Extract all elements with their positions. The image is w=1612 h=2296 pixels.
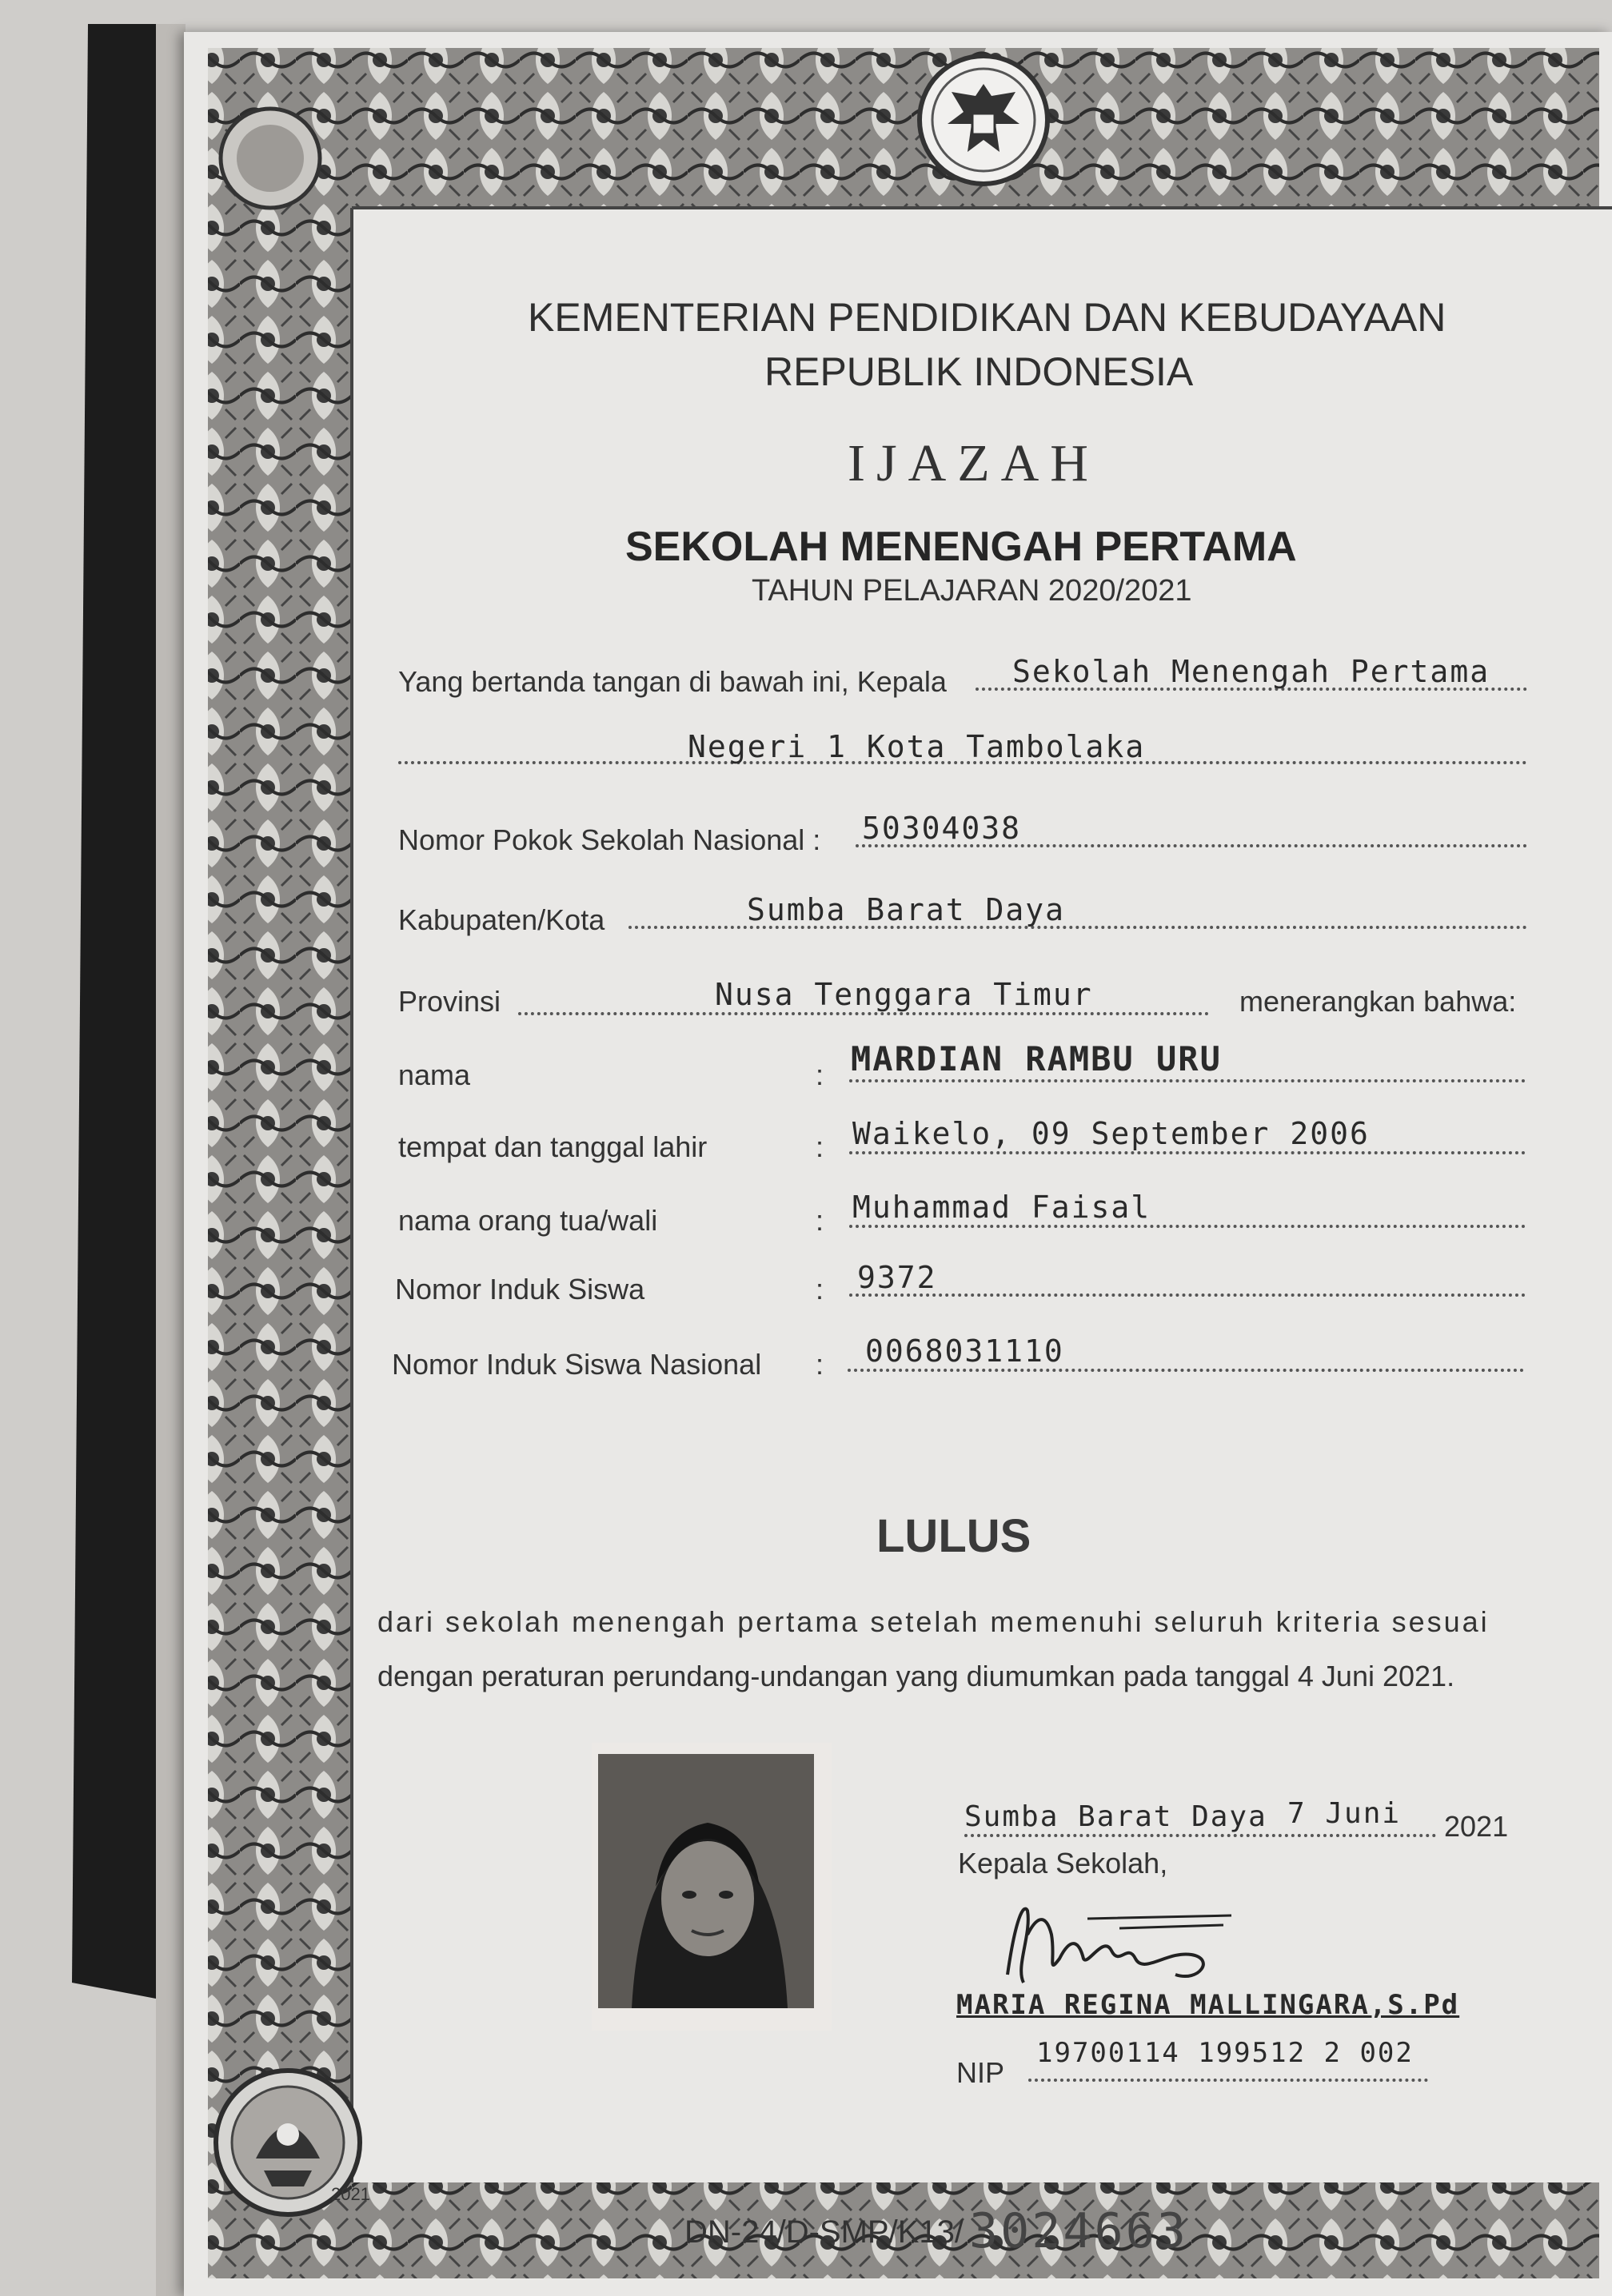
headmaster-name: MARIA REGINA MALLINGARA,S.Pd	[956, 1989, 1460, 2021]
intro-label: Yang bertanda tangan di bawah ini, Kepala	[398, 665, 947, 698]
nisn-dots	[848, 1369, 1524, 1372]
parent-label: nama orang tua/wali	[398, 1204, 658, 1237]
result-line2: dengan peraturan perundang-undangan yang diumumkan pada tanggal 4 Juni 2021.	[377, 1660, 1455, 1692]
nisn-colon: :	[816, 1348, 824, 1381]
signature-place: Sumba Barat Daya	[964, 1800, 1267, 1833]
parent-dots	[849, 1225, 1526, 1228]
seal-year: 2021	[331, 2184, 370, 2204]
school-level: SEKOLAH MENENGAH PERTAMA	[625, 524, 1297, 570]
kabupaten-label: Kabupaten/Kota	[398, 903, 605, 936]
nip-label: NIP	[956, 2056, 1005, 2089]
garuda-emblem-icon	[920, 56, 1047, 184]
school-name-line1: Sekolah Menengah Pertama	[1012, 654, 1490, 689]
parent-colon: :	[816, 1204, 824, 1237]
republic-title: REPUBLIK INDONESIA	[764, 349, 1194, 394]
series-code: DN-24/D-SMP/K13/	[684, 2214, 964, 2250]
signature-date-dots	[964, 1834, 1436, 1837]
provinsi-dots	[518, 1012, 1209, 1015]
name-label: nama	[398, 1058, 471, 1091]
result-line1: dari sekolah menengah pertama setelah memenuhi seluruh kriteria sesuai	[377, 1605, 1490, 1638]
birth-colon: :	[816, 1130, 824, 1163]
nis-dots	[849, 1293, 1526, 1297]
menerangkan-label: menerangkan bahwa:	[1239, 985, 1517, 1018]
nis-value: 9372	[857, 1260, 937, 1295]
school-name-line2: Negeri 1 Kota Tambolaka	[688, 729, 1146, 764]
student-photo	[592, 1743, 832, 2031]
birth-value: Waikelo, 09 September 2006	[852, 1116, 1370, 1151]
provinsi-label: Provinsi	[398, 985, 501, 1018]
headmaster-role: Kepala Sekolah,	[958, 1847, 1168, 1879]
name-dots	[849, 1079, 1526, 1082]
ministry-title: KEMENTERIAN PENDIDIKAN DAN KEBUDAYAAN	[528, 295, 1446, 340]
certificate-title: IJAZAH	[848, 434, 1099, 492]
signature-date: 7 Juni	[1287, 1797, 1402, 1830]
provinsi-value: Nusa Tenggara Timur	[715, 977, 1093, 1012]
npsn-label: Nomor Pokok Sekolah Nasional :	[398, 823, 821, 856]
npsn-value: 50304038	[862, 811, 1022, 846]
name-colon: :	[816, 1058, 824, 1091]
birth-dots	[849, 1151, 1526, 1154]
birth-label: tempat dan tanggal lahir	[398, 1130, 708, 1163]
graduation-status: LULUS	[876, 1510, 1031, 1562]
nis-colon: :	[816, 1273, 824, 1305]
nisn-value: 0068031110	[865, 1333, 1064, 1369]
nip-dots	[1028, 2079, 1428, 2082]
serial-number: 3024663	[969, 2203, 1188, 2259]
student-name: MARDIAN RAMBU URU	[851, 1039, 1222, 1078]
academic-year: TAHUN PELAJARAN 2020/2021	[752, 574, 1192, 608]
kabupaten-value: Sumba Barat Daya	[747, 892, 1066, 927]
nip-value: 19700114 199512 2 002	[1036, 2037, 1414, 2069]
nis-label: Nomor Induk Siswa	[395, 1273, 645, 1305]
signature-year: 2021	[1444, 1810, 1509, 1843]
parent-value: Muhammad Faisal	[852, 1190, 1151, 1225]
nisn-label: Nomor Induk Siswa Nasional	[392, 1348, 762, 1381]
